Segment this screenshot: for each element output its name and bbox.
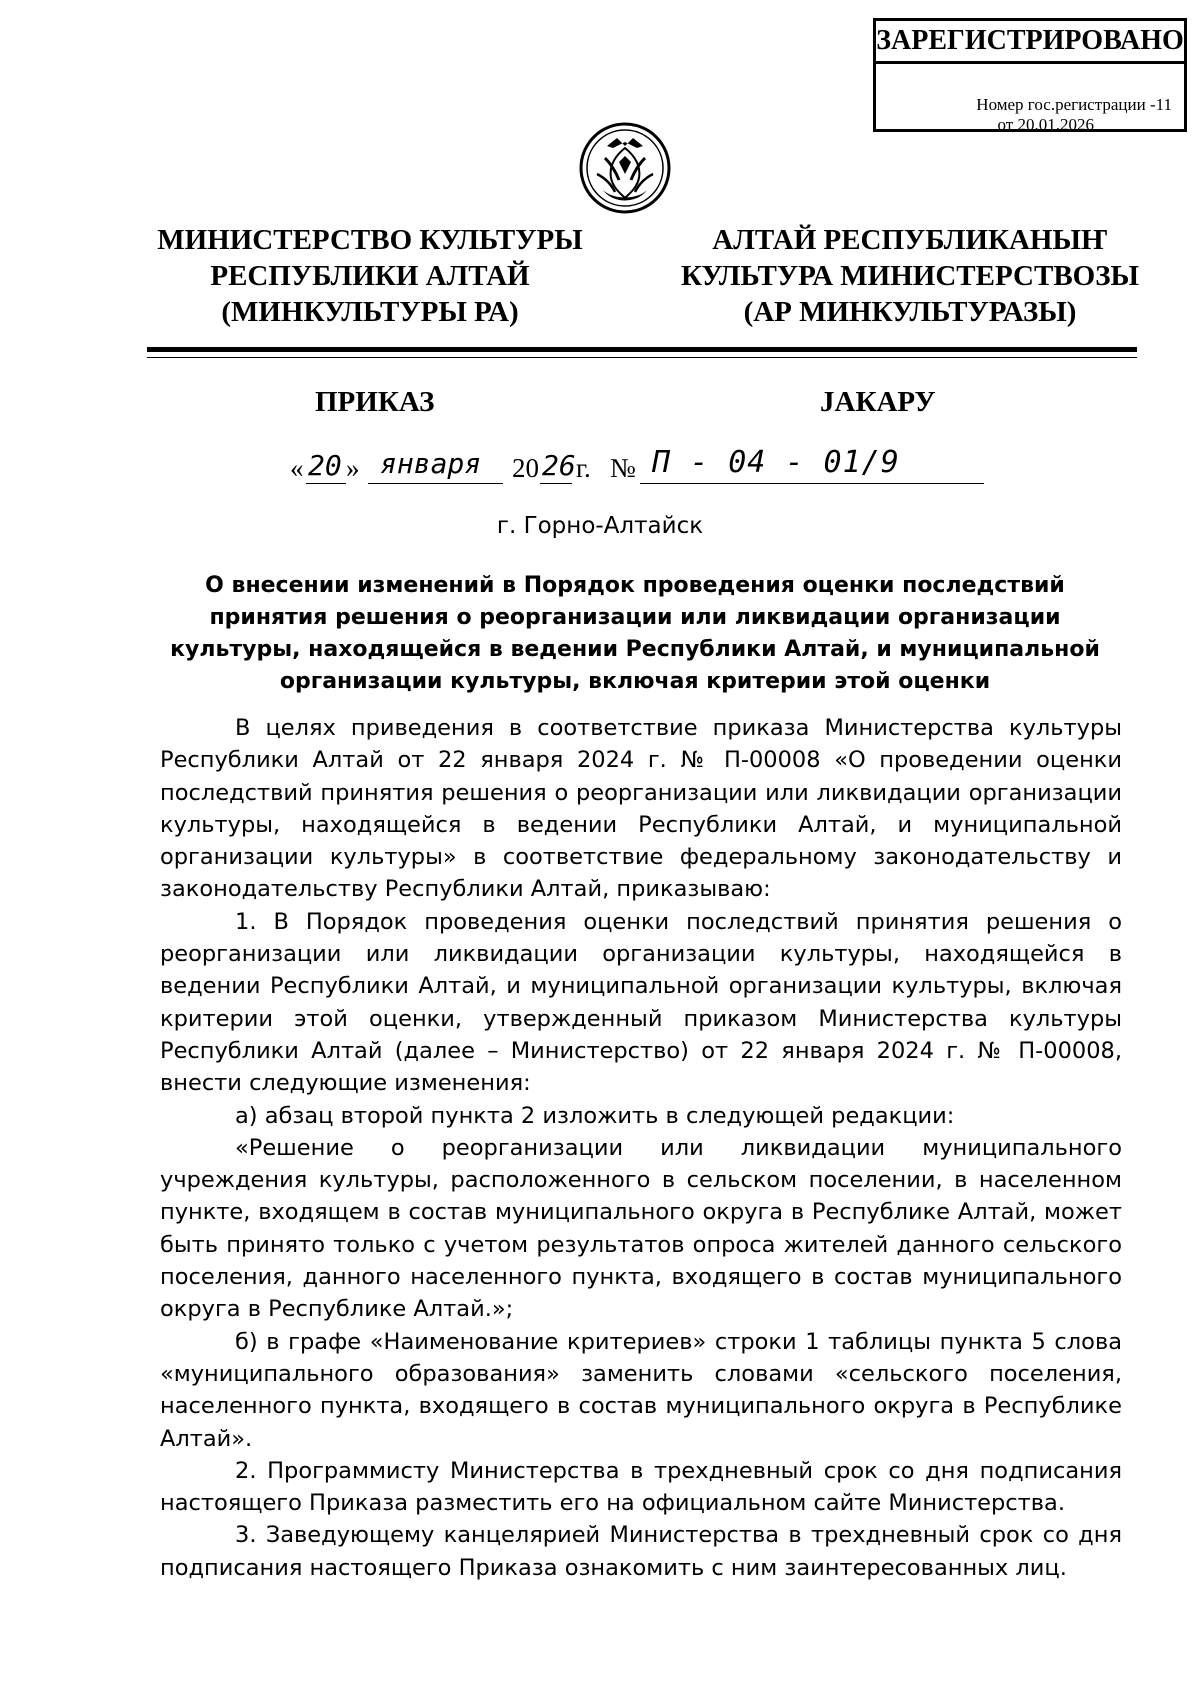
order-year-suffix: 26 xyxy=(542,449,576,482)
stamp-title: ЗАРЕГИСТРИРОВАНО xyxy=(873,25,1187,64)
order-number-label: № xyxy=(610,453,636,483)
ministry-name-ru-line: МИНИСТЕРСТВО КУЛЬТУРЫ xyxy=(157,224,583,256)
order-year-label: г. xyxy=(576,453,591,483)
body-paragraph: 1. В Порядок проведения оценки последствий принятия решения о реорганизации или ликвидации организации культуры, находящейся в ведении Республики Алтай, и муниципальной организации культуры, включая критерии этой оценки, утвержденный приказом Министерства культуры Республики Алтай (далее – Министерство) от 22 января 2024 г. № П-00008, внести следующие изменения: xyxy=(160,908,1122,1097)
city: г. Горно-Алтайск xyxy=(496,513,704,539)
ministry-name-ru-line: (МИНКУЛЬТУРЫ РА) xyxy=(221,296,519,328)
body-paragraph: б) в графе «Наименование критериев» строки 1 таблицы пункта 5 слова «муниципального образования» заменить словами «сельского поселения, населенного пункта, входящего в состав муниципального округа в Республике Алтай». xyxy=(160,1328,1122,1452)
ministry-name-alt-line: (АР МИНКУЛЬТУРАЗЫ) xyxy=(743,296,1077,328)
ministry-name-alt-line: АЛТАЙ РЕСПУБЛИКАНЫҤ xyxy=(712,224,1108,256)
header-divider-thin xyxy=(147,357,1137,358)
order-date-number-line: « 20 » января 20 26 г. № П - 04 - 01/9 xyxy=(290,445,990,495)
order-number: П - 04 - 01/9 xyxy=(652,445,900,480)
stamp-reg-date: от 20.01.2026 xyxy=(997,115,1094,134)
order-day: 20 xyxy=(308,449,342,482)
header-divider-thick xyxy=(147,347,1137,352)
ministry-name-ru xyxy=(140,222,600,330)
document-title: О внесении изменений в Порядок проведения оценки последствий принятия решения о реорганизации или ликвидации организации культуры, находящейся в ведении Республики Алтай, и муниципальной организации культуры, включая критерии этой оценки xyxy=(170,573,1100,694)
registration-stamp xyxy=(873,18,1187,132)
body-paragraph: «Решение о реорганизации или ликвидации муниципального учреждения культуры, расположенного в сельском поселении, в населенном пункте, входящем в состав муниципального округа в Республике Алтай, может быть принято только с учетом результатов опроса жителей данного сельского поселения, данного населенного пункта, входящего в состав муниципального округа в Республике Алтай.»; xyxy=(160,1134,1122,1323)
stamp-reg-number: Номер гос.регистрации -11 xyxy=(976,95,1172,114)
doc-type-ru: ПРИКАЗ xyxy=(315,386,435,418)
body-paragraph: В целях приведения в соответствие приказа Министерства культуры Республики Алтай от 22 января 2024 г. № П-00008 «О проведении оценки последствий принятия решения о реорганизации или ликвидации организации культуры, находящейся в ведении Республики Алтай, и муниципальной организации культуры» в соответствие федеральному законодательству и законодательству Республики Алтай, приказываю: xyxy=(160,715,1122,903)
ministry-name-alt xyxy=(660,222,1160,330)
doc-type-alt: ЈАКАРУ xyxy=(820,386,936,418)
body-paragraph: 2. Программисту Министерства в трехдневный срок со дня подписания настоящего Приказа разместить его на официальном сайте Министерства. xyxy=(160,1457,1122,1517)
body-paragraph: 3. Заведующему канцелярией Министерства в трехдневный срок со дня подписания настоящего Приказа ознакомить с ним заинтересованных лиц. xyxy=(160,1522,1122,1581)
document-body xyxy=(160,712,1122,1584)
ministry-name-alt-line: КУЛЬТУРА МИНИСТЕРСТВОЗЫ xyxy=(680,260,1140,292)
coat-of-arms-icon xyxy=(575,118,675,218)
ministry-name-ru-line: РЕСПУБЛИКИ АЛТАЙ xyxy=(210,260,530,292)
body-paragraph: а) абзац второй пункта 2 изложить в следующей редакции: xyxy=(235,1102,955,1129)
order-year-prefix: 20 xyxy=(512,453,539,483)
order-month: января xyxy=(380,447,482,480)
